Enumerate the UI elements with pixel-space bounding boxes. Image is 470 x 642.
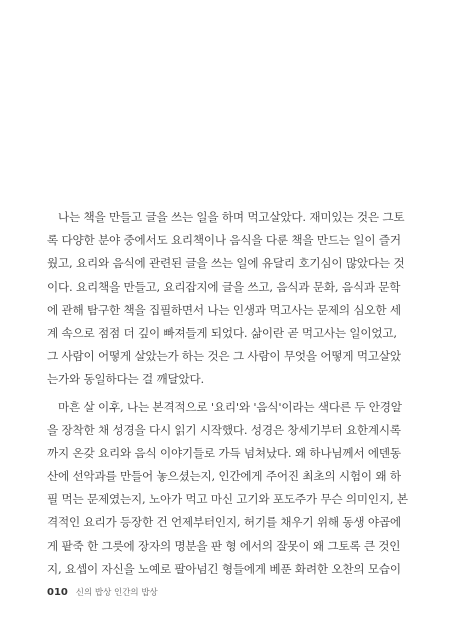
text-line: 에 관해 탐구한 책을 집필하면서 나는 인생과 먹고사는 문제의 심오한 세 [47, 302, 401, 317]
page-number: 010 [47, 587, 68, 598]
text-line: 을 장착한 채 성경을 다시 읽기 시작했다. 성경은 창세기부터 요한계시록 [47, 422, 401, 437]
text-line: 지, 요셉이 자신을 노예로 팔아넘긴 형들에게 베푼 화려한 오찬의 모습이 [47, 561, 401, 576]
text-line: 게 팥죽 한 그릇에 장자의 명분을 판 형 에서의 잘못이 왜 그토록 큰 것인 [47, 538, 401, 553]
text-line: 록 다양한 분야 중에서도 요리책이나 음식을 다룬 책을 만드는 일이 즐거 [47, 233, 401, 248]
text-line: 필 먹는 문제였는지, 노아가 먹고 마신 고기와 포도주가 무슨 의미인지, 본 [47, 492, 408, 507]
body-text [47, 206, 423, 581]
paragraph-1 [47, 206, 423, 392]
text-line: 는가와 동일하다는 걸 깨달았다. [47, 372, 204, 387]
page-footer [47, 586, 158, 598]
text-line: 이다. 요리책을 만들고, 요리잡지에 글을 쓰고, 음식과 문화, 음식과 문학 [47, 279, 401, 294]
text-line: 격적인 요리가 등장한 건 언제부터인지, 허기를 채우기 위해 동생 야곱에 [47, 515, 401, 530]
text-line: 마흔 살 이후, 나는 본격적으로 '요리'와 '음식'이라는 색다른 두 안경알 [58, 399, 402, 414]
text-line: 산에 선악과를 만들어 놓으셨는지, 인간에게 주어진 최초의 시험이 왜 하 [47, 469, 401, 484]
text-line: 까지 온갖 요리와 음식 이야기들로 가득 넘쳐났다. 왜 하나님께서 에덴동 [47, 445, 401, 460]
paragraph-2 [47, 396, 423, 582]
text-line: 웠고, 요리와 음식에 관련된 글을 쓰는 일에 유달리 호기심이 많았다는 것 [47, 256, 405, 271]
text-line: 계 속으로 점점 더 깊이 빠져들게 되었다. 삶이란 곧 먹고사는 일이었고, [47, 325, 397, 340]
running-title: 신의 밥상 인간의 밥상 [75, 588, 158, 598]
text-line: 나는 책을 만들고 글을 쓰는 일을 하며 먹고살았다. 재미있는 것은 그토 [58, 210, 405, 224]
text-line: 그 사람이 어떻게 살았는가 하는 것은 그 사람이 무엇을 어떻게 먹고살았 [47, 349, 401, 364]
